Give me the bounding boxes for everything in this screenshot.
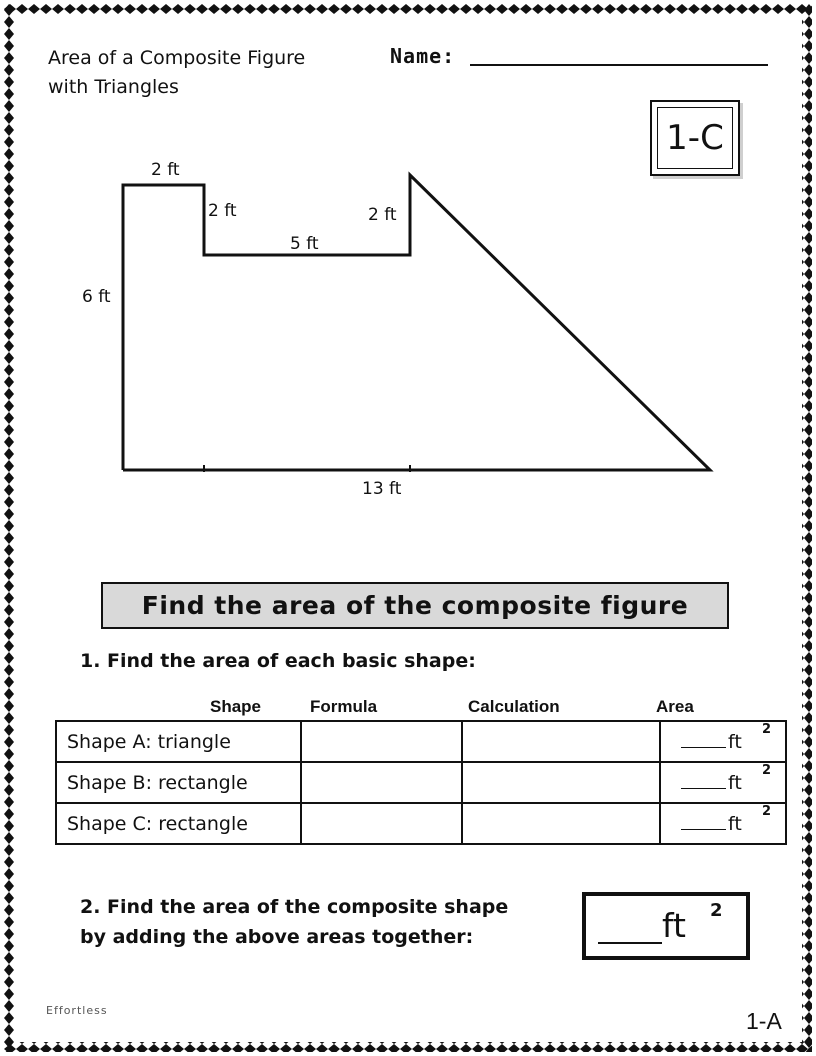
- area-unit: ft: [728, 771, 742, 794]
- area-cell[interactable]: [660, 803, 786, 844]
- area-unit: ft: [728, 730, 742, 753]
- total-area-answer-box[interactable]: [582, 892, 750, 960]
- label-middle-width: 5 ft: [290, 234, 319, 254]
- area-exponent: 2: [761, 804, 771, 819]
- label-top-width: 2 ft: [151, 160, 180, 180]
- total-area-blank[interactable]: [598, 942, 662, 944]
- label-step-down: 2 ft: [208, 201, 237, 221]
- label-base: 13 ft: [362, 479, 402, 499]
- worksheet-subtitle: with Triangles: [48, 76, 179, 98]
- worksheet-title: Area of a Composite Figure: [48, 47, 306, 69]
- area-cell[interactable]: [660, 762, 786, 803]
- area-blank[interactable]: [681, 815, 726, 830]
- label-step-up: 2 ft: [368, 205, 397, 225]
- area-blank[interactable]: [681, 733, 726, 748]
- question-2-line-2: by adding the above areas together:: [80, 926, 474, 948]
- shape-table: [55, 720, 787, 845]
- name-label: Name:: [390, 44, 456, 68]
- calculation-cell[interactable]: [462, 721, 660, 762]
- column-header-shape: Shape: [210, 697, 262, 716]
- total-area-exponent: 2: [710, 900, 723, 921]
- formula-cell[interactable]: [301, 721, 462, 762]
- question-1: 1. Find the area of each basic shape:: [80, 650, 476, 672]
- calculation-cell[interactable]: [462, 803, 660, 844]
- question-2: [80, 892, 508, 952]
- brand-label: Effortless: [46, 1004, 108, 1017]
- area-unit: ft: [728, 812, 742, 835]
- table-row: [56, 721, 786, 762]
- worksheet-code: 1-C: [657, 107, 733, 169]
- page-code: 1-A: [746, 1008, 782, 1034]
- total-area-unit: ft: [662, 906, 686, 945]
- shape-name-cell: Shape C: rectangle: [56, 803, 301, 844]
- formula-cell[interactable]: [301, 762, 462, 803]
- question-2-line-1: 2. Find the area of the composite shape: [80, 896, 509, 918]
- area-exponent: 2: [761, 722, 771, 737]
- calculation-cell[interactable]: [462, 762, 660, 803]
- column-header-formula: Formula: [310, 697, 378, 716]
- area-exponent: 2: [761, 763, 771, 778]
- shape-name-cell: Shape A: triangle: [56, 721, 301, 762]
- shape-name-cell: Shape B: rectangle: [56, 762, 301, 803]
- area-blank[interactable]: [681, 774, 726, 789]
- area-cell[interactable]: [660, 721, 786, 762]
- label-left-height: 6 ft: [82, 287, 111, 307]
- column-header-area: Area: [656, 697, 694, 716]
- table-row: [56, 803, 786, 844]
- instruction-banner: [101, 582, 729, 629]
- formula-cell[interactable]: [301, 803, 462, 844]
- column-header-calculation: Calculation: [468, 697, 560, 716]
- instruction-heading: Find the area of the composite figure: [141, 591, 689, 620]
- table-row: [56, 762, 786, 803]
